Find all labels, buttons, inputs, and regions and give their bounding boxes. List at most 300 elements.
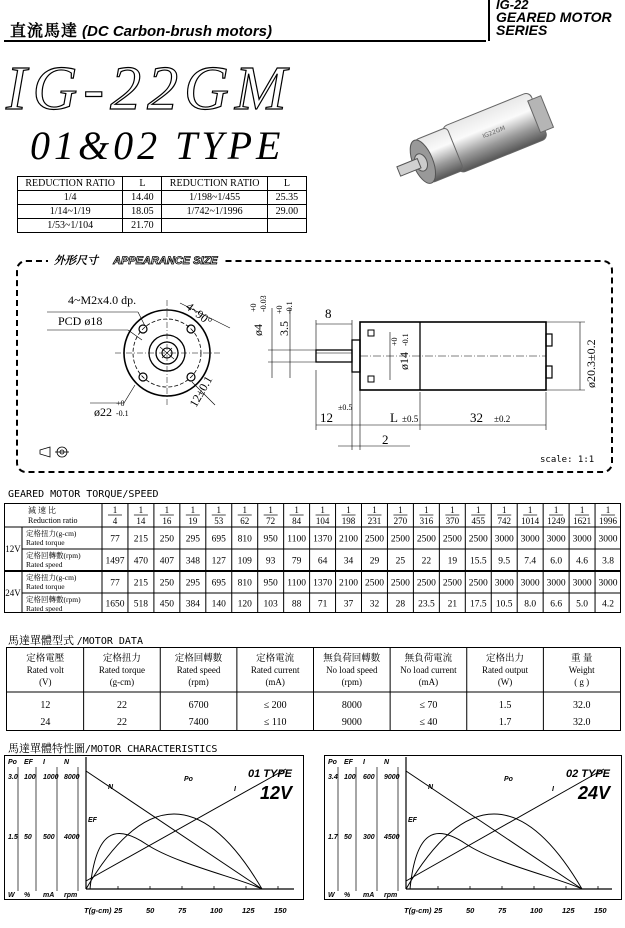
ts-ratio-den: 370	[445, 516, 460, 526]
ts-row-label-cn: 定格扭力(g-cm)	[26, 529, 77, 538]
chart-x-tick-label: 150	[274, 906, 287, 915]
ts-cell: 93	[265, 556, 276, 567]
header-rule	[4, 40, 486, 42]
table-row	[18, 191, 307, 205]
md-col-en: Rated torque	[98, 665, 146, 675]
md-col-cn: 無負荷電流	[404, 654, 453, 664]
series-box-rule	[488, 0, 490, 41]
chart-x-tick-label: 50	[466, 906, 475, 915]
motor-data-svg	[7, 648, 620, 730]
svg-text:-0.1: -0.1	[285, 301, 294, 314]
svg-text:+0: +0	[116, 399, 125, 408]
ts-cell: 23.5	[418, 599, 435, 610]
ts-cell: 2500	[364, 578, 384, 589]
md-col-cn: 無負荷回轉數	[323, 654, 381, 664]
chart-unit: mA	[363, 892, 375, 899]
chart-x-tick-label: 25	[114, 906, 123, 915]
md-col-en: Weight	[568, 665, 595, 675]
ts-ratio-den: 72	[266, 516, 276, 526]
ts-ratio-den: 270	[393, 516, 408, 526]
ts-cell: 37	[343, 599, 354, 610]
characteristics-title-en: /MOTOR CHARACTERISTICS	[85, 744, 218, 755]
reduction-header: L	[267, 177, 306, 191]
ratio-cell: 1/14~1/19	[18, 205, 123, 219]
ts-cell: 295	[185, 578, 200, 589]
ts-cell: 21	[447, 599, 458, 610]
chart-mid-val: 1.5	[8, 834, 18, 841]
ts-cell: 29	[369, 556, 380, 567]
ratio-cell: 1/198~1/455	[162, 191, 267, 205]
ts-cell: 2500	[390, 578, 410, 589]
svg-text:IG22GM: IG22GM	[481, 124, 507, 141]
dim-shaft-tol: ±0.5	[338, 403, 353, 412]
svg-text:±0.2: ±0.2	[494, 414, 511, 424]
pcd-label: PCD ø18	[58, 314, 103, 328]
md-col-unit: (mA)	[265, 677, 285, 687]
appearance-drawing	[20, 270, 605, 465]
chart-top-val: 9000	[384, 774, 400, 781]
appearance-title-cn: 外形尺寸	[54, 255, 98, 267]
svg-text:+0: +0	[249, 303, 258, 312]
ts-cell: 64	[317, 556, 328, 567]
curve-label: N	[108, 784, 114, 791]
ts-ratio-den: 4	[112, 516, 118, 526]
header-title-en: (DC Carbon-brush motors)	[82, 23, 273, 40]
ts-cell: 810	[237, 578, 252, 589]
ts-cell: 79	[291, 556, 302, 567]
chart-axis-head: N	[384, 759, 390, 766]
characteristics-chart-01	[4, 755, 304, 923]
md-col-unit: (W)	[497, 677, 513, 687]
dim12-label: 12±0.1	[186, 373, 216, 410]
chart-unit: %	[24, 892, 31, 899]
shaft-dia-label: ø4	[251, 324, 265, 336]
ts-cell: 250	[159, 534, 174, 545]
md-cell: 8000	[341, 700, 362, 711]
ts-cell: 518	[133, 599, 149, 610]
ts-cell: 120	[237, 599, 252, 610]
chart-x-tick-label: 125	[242, 906, 255, 915]
header-title-cn: 直流馬達	[10, 23, 79, 40]
dia22-label: ø22	[94, 405, 112, 419]
model-name: IG-22GM	[6, 55, 293, 123]
ts-cell: 3000	[546, 534, 566, 545]
md-col-unit: ( g )	[574, 677, 590, 687]
ts-cell: 71	[317, 599, 328, 610]
ts-ratio-den: 16	[162, 516, 172, 526]
model-type: 01&02 TYPE	[30, 123, 285, 168]
svg-text:±0.5: ±0.5	[402, 414, 419, 424]
motor-data-title-cn: 馬達單體型式	[8, 635, 74, 647]
md-col-unit: (g-cm)	[109, 677, 135, 687]
ts-row-label-en: Rated speed	[26, 604, 63, 613]
md-col-unit: (mA)	[418, 677, 439, 687]
ts-ratio-den: 316	[419, 516, 434, 526]
reduction-header: REDUCTION RATIO	[18, 177, 123, 191]
chart-top-val: 100	[344, 774, 356, 781]
ts-ratio-num: 1	[527, 505, 533, 515]
ts-cell: 140	[211, 599, 226, 610]
chart-x-tick-label: 100	[210, 906, 223, 915]
chart-top-val: 3.0	[8, 774, 18, 781]
chart-axis-head: Po	[328, 759, 337, 766]
ts-ratio-num: 1	[346, 505, 351, 515]
ts-ratio-num: 1	[138, 505, 144, 515]
reduction-table	[17, 176, 307, 233]
chart-volt-label: 12V	[259, 783, 292, 803]
ts-cell: 1650	[105, 599, 125, 610]
md-col-en: Rated volt	[26, 665, 64, 675]
chart-top-val: 100	[24, 774, 36, 781]
chart-axis-head: I	[43, 759, 45, 766]
curve-po	[406, 814, 582, 889]
motor-data-title	[8, 632, 143, 648]
ts-cell: 9.5	[498, 556, 511, 567]
ts-cell: 3000	[494, 534, 514, 545]
ts-ratio-den: 1996	[599, 516, 618, 526]
ts-ratio-num: 1	[605, 505, 611, 515]
chart-unit: W	[8, 892, 15, 899]
md-cell: 7400	[188, 717, 209, 728]
md-cell: 12	[40, 700, 51, 711]
motor-data-title-en: /MOTOR DATA	[76, 636, 143, 647]
ts-ratio-den: 198	[341, 516, 356, 526]
ts-ratio-den: 455	[471, 516, 486, 526]
characteristics-chart-02	[324, 755, 622, 923]
length-cell: 29.00	[267, 205, 306, 219]
ts-cell: 6.0	[550, 556, 563, 567]
md-col-en: No load speed	[326, 665, 378, 675]
chart-unit: %	[344, 892, 351, 899]
appearance-title	[48, 252, 224, 268]
ts-cell: 109	[237, 556, 252, 567]
ts-cell: 2500	[442, 534, 462, 545]
motor-dia-label: ø20.3±0.2	[584, 339, 598, 388]
dim-L: L	[390, 410, 398, 425]
ts-ratio-den: 1249	[547, 516, 566, 526]
svg-text:-0.03: -0.03	[259, 295, 268, 312]
chart-axis-head: I	[363, 759, 365, 766]
reduction-header-row	[18, 177, 307, 191]
ts-cell: 1370	[313, 578, 333, 589]
ratio-cell	[162, 219, 267, 233]
length-cell: 21.70	[123, 219, 162, 233]
ts-cell: 2100	[339, 534, 359, 545]
ts-cell: 127	[211, 556, 226, 567]
ts-row-label-cn: 定格回轉數(rpm)	[26, 595, 81, 604]
chart-x-tick-label: 150	[594, 906, 607, 915]
curve-ef	[90, 833, 262, 889]
md-cell: 22	[116, 717, 127, 728]
ts-cell: 407	[159, 556, 174, 567]
md-cell: 24	[40, 717, 51, 728]
md-col-unit: (V)	[39, 677, 52, 687]
flat-label: 3.5	[277, 321, 291, 336]
reduction-header: REDUCTION RATIO	[162, 177, 267, 191]
length-cell: 25.35	[267, 191, 306, 205]
ts-cell: 2500	[442, 578, 462, 589]
ts-ratio-num: 1	[501, 505, 507, 515]
chart-x-tick-label: 50	[146, 906, 155, 915]
ts-row-label-cn: 定格回轉數(rpm)	[26, 551, 81, 560]
ts-ratio-en: Reduction ratio	[28, 516, 78, 525]
chart-mid-val: 500	[43, 834, 55, 841]
dim-shaft-len: 12	[320, 410, 333, 425]
md-cell: 32.0	[572, 717, 591, 728]
ts-ratio-den: 62	[240, 516, 250, 526]
series-line1: GEARED MOTOR	[496, 9, 612, 25]
chart-volt-label: 24V	[577, 783, 610, 803]
md-cell: 1.7	[498, 717, 512, 728]
ts-cell: 2500	[416, 534, 436, 545]
chart-x-tick-label: 100	[530, 906, 543, 915]
ts-cell: 5.0	[576, 599, 589, 610]
ts-cell: 3.8	[602, 556, 614, 567]
ts-ratio-num: 1	[398, 505, 403, 515]
series-box	[496, 0, 612, 37]
ts-cell: 695	[211, 578, 226, 589]
ts-ratio-cn: 減 速 比	[28, 506, 56, 515]
torque-speed-title: GEARED MOTOR TORQUE/SPEED	[8, 489, 159, 500]
dim-32: 32	[470, 410, 483, 425]
ts-cell: 34	[343, 556, 354, 567]
md-col-en: No load current	[400, 665, 457, 675]
ts-ratio-den: 231	[367, 516, 382, 526]
md-cell: ≤ 70	[419, 700, 438, 711]
md-col-unit: (rpm)	[341, 677, 363, 687]
ts-cell: 4.2	[602, 599, 614, 610]
appearance-title-en: APPEARANCE SIZE	[113, 255, 218, 267]
ts-ratio-den: 19	[188, 516, 198, 526]
ts-ratio-num: 1	[216, 505, 222, 515]
md-col-unit: (rpm)	[188, 677, 209, 687]
ts-ratio-num: 1	[242, 505, 247, 515]
ts-volt-12: 12V	[5, 544, 21, 554]
curve-label: EF	[88, 817, 97, 824]
chart-mid-val: 50	[344, 834, 352, 841]
chart-unit: mA	[43, 892, 55, 899]
ts-cell: 4.6	[576, 556, 589, 567]
torque-speed-table	[4, 503, 621, 613]
reduction-header: L	[123, 177, 162, 191]
ts-cell: 6.6	[550, 599, 563, 610]
ts-ratio-den: 53	[214, 516, 224, 526]
svg-text:+0: +0	[390, 337, 399, 346]
ts-ratio-num: 1	[424, 505, 429, 515]
ts-ratio-num: 1	[450, 505, 455, 515]
ratio-cell: 1/53~1/104	[18, 219, 123, 233]
ts-cell: 2500	[390, 534, 410, 545]
projection-symbol	[40, 447, 69, 457]
ts-cell: 215	[133, 578, 149, 589]
ts-cell: 15.5	[469, 556, 487, 567]
ts-ratio-den: 14	[136, 516, 146, 526]
md-cell: 6700	[188, 700, 209, 711]
ts-cell: 450	[159, 599, 174, 610]
ts-ratio-num: 1	[579, 505, 585, 515]
chart-unit: rpm	[384, 892, 398, 899]
ts-cell: 3000	[598, 534, 618, 545]
chart-mid-val: 1.7	[328, 834, 338, 841]
ts-cell: 77	[110, 534, 120, 545]
ts-ratio-num: 1	[320, 505, 325, 515]
screw-label: 4~M2x4.0 dp.	[68, 293, 137, 307]
chart-mid-val: 4500	[384, 834, 400, 841]
chart-unit: rpm	[64, 892, 78, 899]
chart-x-tick-label: 125	[562, 906, 575, 915]
ts-ratio-num: 1	[294, 505, 299, 515]
ts-cell: 8.0	[524, 599, 537, 610]
chart-mid-val: 4000	[64, 834, 80, 841]
boss-dia-label: ø14	[397, 352, 411, 370]
chart-type-label: 02 TYPE	[565, 768, 610, 780]
md-col-cn: 重 量	[570, 654, 593, 664]
ts-row-label-en: Rated torque	[26, 538, 65, 547]
ts-cell: 348	[185, 556, 200, 567]
chart-x-tick-label: 25	[434, 906, 443, 915]
ts-cell: 810	[237, 534, 252, 545]
ts-cell: 250	[159, 578, 174, 589]
md-cell: 9000	[341, 717, 362, 728]
chart-axis-head: EF	[24, 759, 33, 766]
ts-ratio-den: 1621	[573, 516, 592, 526]
ts-ratio-den: 742	[497, 516, 511, 526]
md-cell: 22	[116, 700, 127, 711]
ts-cell: 695	[211, 534, 226, 545]
ts-cell: 2500	[468, 578, 488, 589]
ts-cell: 2500	[416, 578, 436, 589]
ts-cell: 32	[369, 599, 380, 610]
ts-row-label-en: Rated torque	[26, 582, 65, 591]
chart-axis-head: Po	[8, 759, 17, 766]
ts-cell: 10.5	[495, 599, 513, 610]
curve-label: N	[428, 784, 434, 791]
chart-top-val: 8000	[64, 774, 80, 781]
ts-ratio-num: 1	[372, 505, 377, 515]
svg-text:-0.1: -0.1	[401, 333, 410, 346]
length-cell: 18.05	[123, 205, 162, 219]
ts-cell: 2500	[364, 534, 384, 545]
svg-text:-0.1: -0.1	[116, 409, 129, 418]
md-col-cn: 定格回轉數	[174, 654, 223, 664]
ts-cell: 77	[110, 578, 120, 589]
ts-cell: 2500	[468, 534, 488, 545]
ts-cell: 28	[395, 599, 406, 610]
ts-cell: 25	[395, 556, 406, 567]
torque-speed-area	[4, 503, 621, 613]
ratio-cell: 1/742~1/1996	[162, 205, 267, 219]
chart-x-tick-label: 75	[178, 906, 187, 915]
ts-cell: 3000	[572, 578, 592, 589]
ts-ratio-num: 1	[553, 505, 559, 515]
ts-cell: 3000	[520, 578, 540, 589]
ts-ratio-num: 1	[190, 505, 196, 515]
ts-cell: 3000	[598, 578, 618, 589]
header-title	[10, 18, 272, 41]
chart-type-label: 01 TYPE	[247, 768, 292, 780]
chart-axis-head: N	[64, 759, 70, 766]
chart-mid-val: 300	[363, 834, 375, 841]
ts-cell: 2100	[339, 578, 359, 589]
ts-cell: 384	[185, 599, 200, 610]
dim-2: 2	[382, 432, 389, 447]
length-cell: 14.40	[123, 191, 162, 205]
svg-text:+0: +0	[275, 305, 284, 314]
ts-cell: 1497	[105, 556, 125, 567]
ts-cell: 17.5	[469, 599, 487, 610]
chart-axis-head: EF	[344, 759, 353, 766]
md-cell: 1.5	[498, 700, 512, 711]
chart-top-val: 600	[363, 774, 375, 781]
md-col-cn: 定格電壓	[26, 654, 65, 664]
dim8-label: 8	[325, 306, 332, 321]
ts-cell: 19	[447, 556, 458, 567]
table-row	[18, 205, 307, 219]
md-col-cn: 定格出力	[486, 654, 525, 664]
characteristics-title	[8, 740, 217, 756]
curve-i	[86, 769, 286, 881]
ts-ratio-num: 1	[164, 505, 170, 515]
characteristics-title-cn: 馬達單體特性圖	[8, 743, 85, 755]
md-col-cn: 定格電流	[256, 654, 295, 664]
ts-cell: 295	[185, 534, 200, 545]
curve-label: Po	[184, 776, 193, 783]
angle-label: 4~90°	[183, 299, 215, 329]
ts-cell: 470	[133, 556, 149, 567]
motor-photo	[390, 72, 580, 212]
ts-cell: 950	[263, 578, 278, 589]
chart-x-tick-label: 75	[498, 906, 507, 915]
ts-cell: 103	[263, 599, 278, 610]
series-line2: SERIES	[496, 22, 548, 38]
scale-label: scale: 1:1	[540, 455, 595, 465]
length-cell	[267, 219, 306, 233]
ts-cell: 1100	[287, 534, 306, 545]
chart-mid-val: 50	[24, 834, 32, 841]
ts-cell: 3000	[572, 534, 592, 545]
ts-ratio-den: 84	[292, 516, 302, 526]
ts-ratio-num: 1	[476, 505, 481, 515]
ts-cell: 950	[263, 534, 278, 545]
side-view	[268, 308, 585, 450]
series-code: IG-22	[496, 0, 529, 12]
ts-cell: 3000	[494, 578, 514, 589]
table-row	[18, 219, 307, 233]
ts-cell: 215	[133, 534, 149, 545]
md-cell: ≤ 40	[419, 717, 438, 728]
md-cell: ≤ 200	[263, 700, 287, 711]
md-col-en: Rated output	[481, 665, 529, 675]
ts-volt-24: 24V	[5, 588, 21, 598]
motor-data-table	[6, 647, 621, 731]
md-cell: 32.0	[572, 700, 591, 711]
ts-cell: 22	[421, 556, 432, 567]
ratio-cell: 1/4	[18, 191, 123, 205]
md-cell: ≤ 110	[263, 717, 287, 728]
chart-top-val: 3.4	[328, 774, 338, 781]
curve-label: I	[234, 786, 236, 793]
ts-cell: 1100	[287, 578, 306, 589]
chart-unit: W	[328, 892, 335, 899]
chart-x-label: T(g-cm)	[404, 906, 432, 915]
chart-top-val: 1000	[43, 774, 59, 781]
curve-ef	[410, 833, 582, 889]
ts-cell: 88	[291, 599, 302, 610]
curve-label: I	[552, 786, 554, 793]
curve-label: EF	[408, 817, 417, 824]
ts-ratio-num: 1	[268, 505, 273, 515]
ts-cell: 1370	[313, 534, 333, 545]
